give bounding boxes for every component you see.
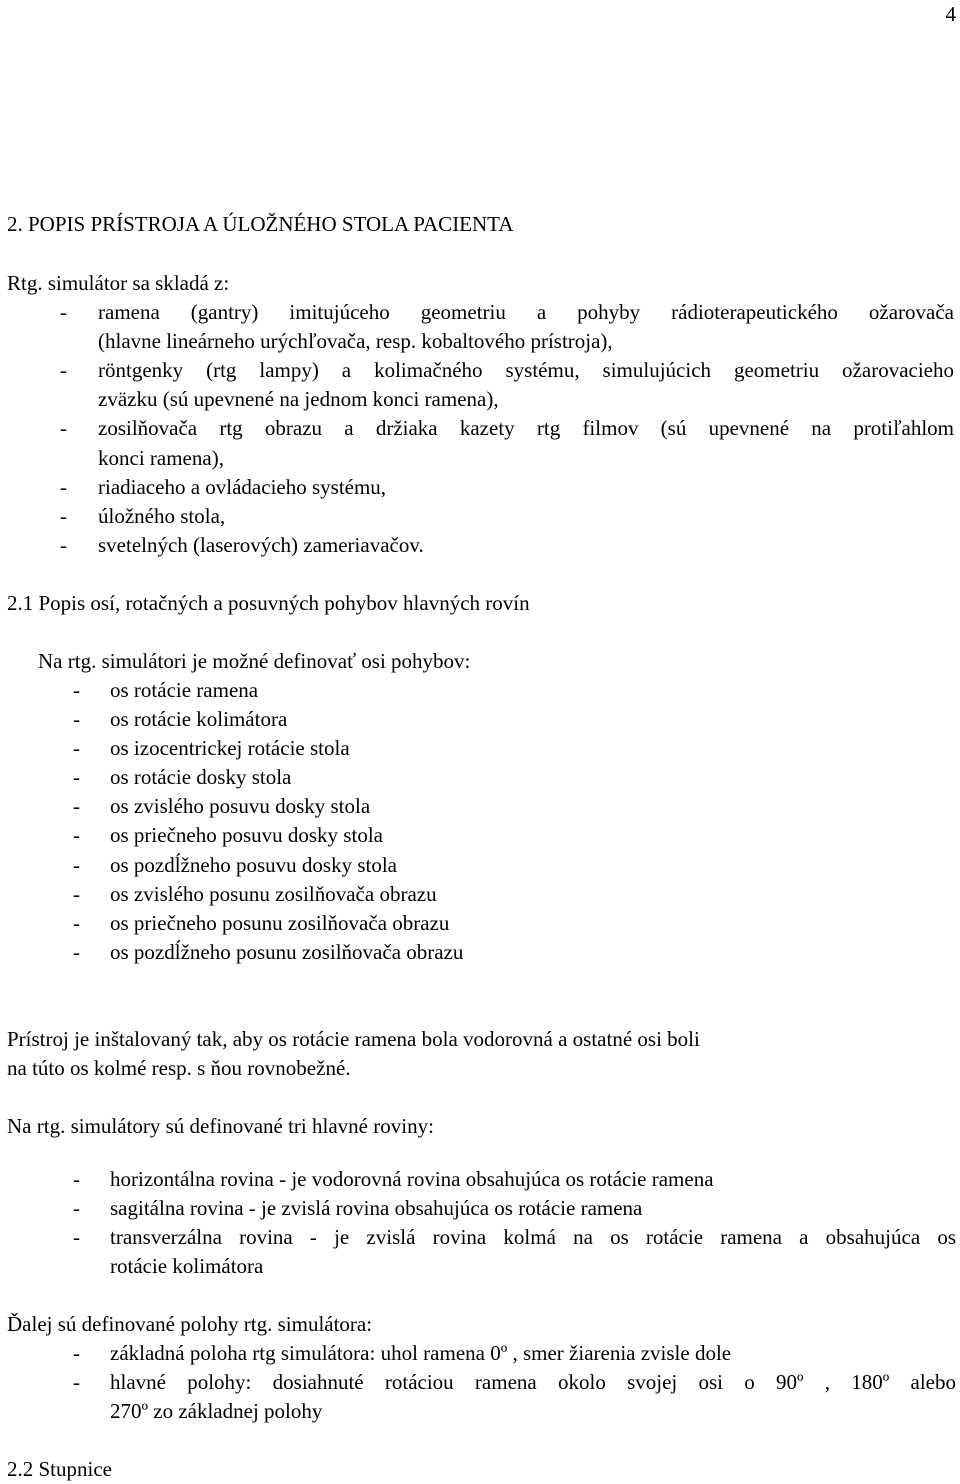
list-item: úložného stola,	[98, 504, 226, 528]
list-item: os zvislého posunu zosilňovača obrazu	[110, 882, 437, 906]
list-bullet: -	[73, 1225, 80, 1249]
positions-intro: Ďalej sú definované polohy rtg. simulátora:	[7, 1312, 373, 1336]
list-bullet: -	[73, 853, 80, 877]
list-item: os izocentrickej rotácie stola	[110, 736, 350, 760]
list-bullet: -	[73, 940, 80, 964]
list-item: os pozdĺžneho posuvu dosky stola	[110, 853, 397, 877]
list-bullet: -	[73, 736, 80, 760]
list-bullet: -	[60, 300, 67, 324]
list-item-cont: rotácie kolimátora	[110, 1254, 264, 1278]
subsection-title: 2.1 Popis osí, rotačných a posuvných pohybov hlavných rovín	[7, 591, 530, 615]
list-bullet: -	[73, 794, 80, 818]
page-number: 4	[945, 2, 956, 26]
list-item: svetelných (laserových) zameriavačov.	[98, 533, 424, 557]
list-item: riadiaceho a ovládacieho systému,	[98, 475, 387, 499]
list-item: os rotácie dosky stola	[110, 765, 292, 789]
list-bullet: -	[60, 533, 67, 557]
list-bullet: -	[73, 882, 80, 906]
list-bullet: -	[60, 504, 67, 528]
list-item: os rotácie kolimátora	[110, 707, 288, 731]
list-item: zosilňovača rtg obrazu a držiaka kazety rtg filmov (sú upevnené na protiľahlom	[98, 416, 954, 440]
list-item: hlavné polohy: dosiahnuté rotáciou ramena okolo svojej osi o 90º , 180º alebo	[110, 1370, 956, 1394]
list-item: os rotácie ramena	[110, 678, 259, 702]
list-item: horizontálna rovina - je vodorovná rovina obsahujúca os rotácie ramena	[110, 1167, 714, 1191]
list-item: röntgenky (rtg lampy) a kolimačného systému, simulujúcich geometriu ožarovacieho	[98, 358, 954, 382]
list-item-cont: konci ramena),	[98, 446, 224, 470]
list-bullet: -	[73, 707, 80, 731]
installation-text: na túto os kolmé resp. s ňou rovnobežné.	[7, 1056, 351, 1080]
list-bullet: -	[73, 678, 80, 702]
list-item-cont: (hlavne lineárneho urýchľovača, resp. kobaltového prístroja),	[98, 329, 613, 353]
section-title: 2. POPIS PRÍSTROJA A ÚLOŽNÉHO STOLA PACIENTA	[7, 212, 514, 236]
list-item: ramena (gantry) imitujúceho geometriu a pohyby rádioterapeutického ožarovača	[98, 300, 954, 324]
list-bullet: -	[60, 416, 67, 440]
list-item: základná poloha rtg simulátora: uhol ramena 0º , smer žiarenia zvisle dole	[110, 1341, 732, 1365]
list-item-cont: 270º zo základnej polohy	[110, 1399, 323, 1423]
installation-text: Prístroj je inštalovaný tak, aby os rotácie ramena bola vodorovná a ostatné osi boli	[7, 1027, 700, 1051]
list-bullet: -	[60, 475, 67, 499]
list-item-cont: zväzku (sú upevnené na jednom konci ramena),	[98, 387, 499, 411]
list-item: sagitálna rovina - je zvislá rovina obsahujúca os rotácie ramena	[110, 1196, 643, 1220]
list-bullet: -	[73, 823, 80, 847]
list-bullet: -	[60, 358, 67, 382]
list-bullet: -	[73, 911, 80, 935]
list-item: os zvislého posuvu dosky stola	[110, 794, 371, 818]
list-bullet: -	[73, 1196, 80, 1220]
list-item: transverzálna rovina - je zvislá rovina kolmá na os rotácie ramena a obsahujúca os	[110, 1225, 956, 1249]
axes-intro: Na rtg. simulátori je možné definovať osi pohybov:	[38, 649, 471, 673]
list-bullet: -	[73, 1167, 80, 1191]
list-item: os priečneho posunu zosilňovača obrazu	[110, 911, 450, 935]
list-item: os priečneho posuvu dosky stola	[110, 823, 383, 847]
intro-text: Rtg. simulátor sa skladá z:	[7, 271, 230, 295]
planes-intro: Na rtg. simulátory sú definované tri hlavné roviny:	[7, 1114, 434, 1138]
list-bullet: -	[73, 1370, 80, 1394]
list-item: os pozdĺžneho posunu zosilňovača obrazu	[110, 940, 464, 964]
subsection-title: 2.2 Stupnice	[7, 1457, 112, 1481]
list-bullet: -	[73, 1341, 80, 1365]
list-bullet: -	[73, 765, 80, 789]
